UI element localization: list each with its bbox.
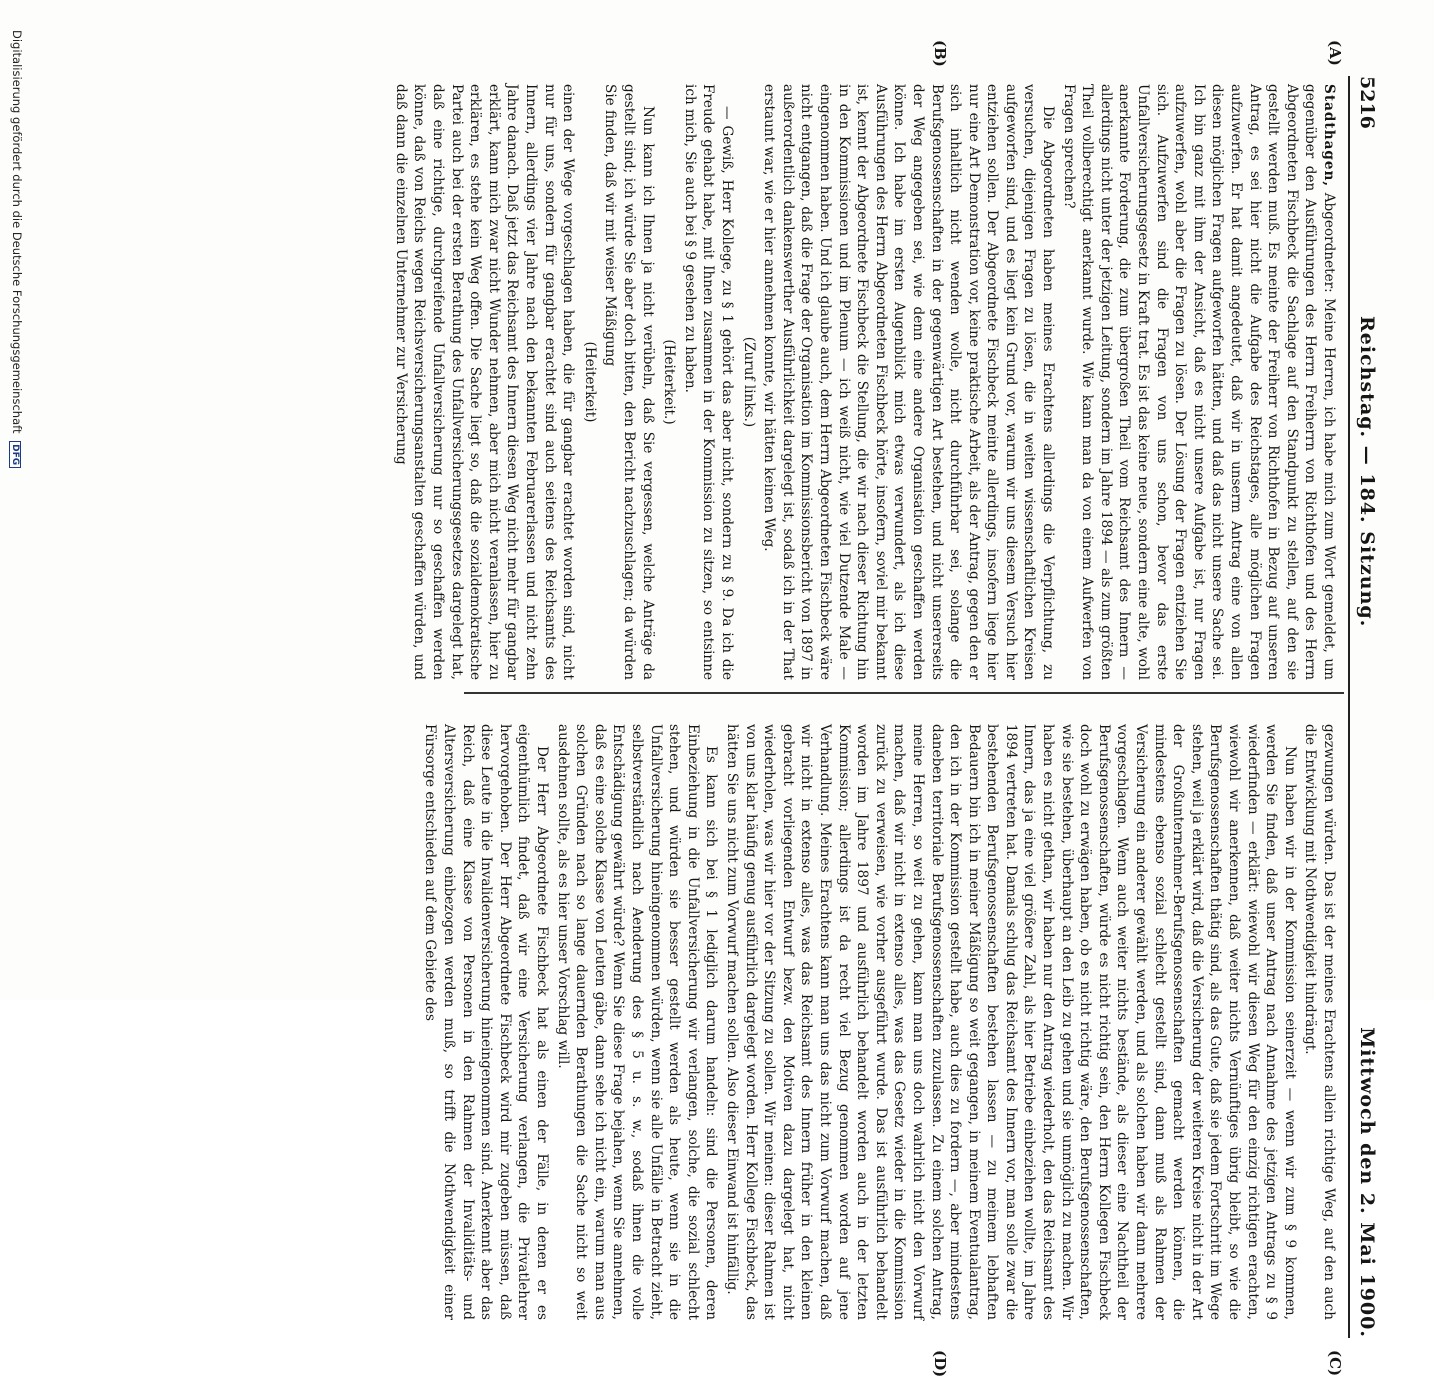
speaker-name: Stadthagen, (1321, 84, 1337, 188)
interjection: (Heiterkeit.) (661, 339, 678, 425)
header-rule (1348, 76, 1350, 1338)
page-title: Reichstag. — 184. Sitzung. (1356, 316, 1378, 628)
column-divider (464, 692, 1344, 694)
right-text-column (422, 724, 1338, 1320)
margin-marker-d: (D) (931, 1350, 949, 1377)
margin-marker-b: (B) (931, 40, 949, 67)
page-number: 5216 (1356, 76, 1378, 129)
session-date: Mittwoch den 2. Mai 1900. (1356, 1027, 1378, 1338)
paragraph: Nun haben wir in der Kommission seinerzeit — wenn wir zum § 9 kommen, werden Sie finden, daß unser Antrag nach Annahme des jetzigen Antrags zu § 9 wiederfinden — erklärt: wiewohl wir diesen Weg für den einzig richtigen erachten, wiewohl wir anerkennen, daß weiter nichts Vernünftiges übrig bleibt, so wie die Berufsgenossenschaften thätig sind, als das Gute, daß sie jedem Fortschritt im Wege stehen, weil ja erklärt wird, daß die Versicherung der weiteren Kreise nicht in der Art der Großunternehmer-Berufsgenossenschaften gemacht werden können, die mindestens ebenso sozial schlecht gestellt sind, dann muß als Rahmen der Versicherung ein anderer gewählt werden, und als solchen haben wir dann mehrere vorgeschlagen. Wenn auch weiter nichts bestände, als dieser eine Nachtheil der Berufsgenossenschaften, würde es nicht richtig sein, den Herrn Kollegen Fischbeck doch wohl zu erwägen haben, ob es nicht richtig wäre, den Berufsgenossenschaften, wie sie bestehen, überhaupt an den Leib zu gehen und sie unmöglich zu machen. Wir haben es nicht gethan, wir haben nur den Antrag wiederholt, den das Reichsamt des Innern, das ja eine viel größere Zahl, als hier Betriebe einbeziehen wollte, im Jahre 1894 vertreten hat. Damals schlug das Reichsamt des Innern vor, man solle zwar die bestehenden Berufsgenossenschaften bestehen lassen — zu meinem lebhaften Bedauern bin ich in meiner Mäßigung so weit gegangen, in meinem Eventualantrag, den ich in der Kommission gestellt habe, auch dies zu fordern —, aber mindestens daneben territoriale Berufsgenossenschaften zuzulassen. Zu einem solchen Antrag, meine Herren, so weit zu gehen, kann man uns doch wahrlich nicht den Vorwurf machen, daß wir nicht in extenso alles, was das Gesetz wieder in die Kommission zurück zu verweisen, wie vorher ausgeführt wurde. Das ist ausführlich behandelt worden im Jahre 1897 und ausführlich behandelt worden auch in der letzten Kommission; allerdings ist da recht viel Bezug genommen worden auf jene Verhandlung. Meines Erachtens kann man uns das nicht zum Vorwurf machen, daß wir nicht in extenso alles, was das Reichsamt des Innern früher in den kleinen gebracht vorliegenden Entwurf bezw. den Motiven dazu dargelegt hat, nicht wiederholen, was wir hier vor der Sitzung zu sollen. Wir meinen: dieser Rahmen ist von uns klar häufig genug ausführlich dargelegt worden. Herr Kollege Fischbeck, das hätten Sie uns nicht zum Vorwurf machen sollen. Also dieser Einwand ist hinfällig. (724, 724, 1298, 1320)
paragraph: — Gewiß, Herr Kollege, zu § 1 gehört das aber nicht, sondern zu § 9. Da ich die Freude gehabt habe, mit Ihnen zusammen in der Kommission zu sitzen, so entsinne ich mich, Sie auch bei § 9 gesehen zu haben. (681, 84, 735, 680)
left-text-column (392, 84, 1338, 680)
speech-intro: Abgeordneter: Meine Herren, ich habe mich zum Wort gemeldet, um gegenüber den Ausführungen des Herrn Freiherrn von Richthofen und des Herrn Abgeordneten Fischbeck die Sachlage auf den Standpunkt zu stellen, auf den sie gestellt werden muß. Es meinte der Freiherr von Richthofen in Bezug auf unseren Antrag, es sei hier nicht die Aufgabe des Reichstages, alle möglichen Fragen aufzuwerfen. Er hat damit angedeutet, daß wir in unserm Antrag eine von allen diesen möglichen Fragen aufgeworfen hätten, und daß das nicht unsere Sache sei. Ich bin ganz mit ihm der Ansicht, daß es nicht unsere Aufgabe ist, nur Fragen aufzuwerfen, wohl aber die Fragen zu lösen. Der Lösung der Fragen entziehen Sie sich. Aufzuwerfen sind die Fragen von uns schon, bevor das erste Unfallversicherungsgesetz in Kraft trat. Es ist das keine neue, sondern eine alte, wohl anerkannte Forderung, die zum übergroßen Theil vom Reichsamt des Innern — allerdings nicht unter der jetzigen Leitung, sondern im Jahre 1894 — als zum größten Theil vollberechtigt anerkannt wurde. Wie kann man da von einem Aufwerfen von Fragen sprechen? (1060, 84, 1337, 680)
paragraph: Es kann sich bei § 1 lediglich darum handeln: sind die Personen, deren Einbeziehung in die Unfallversicherung wir verlangen, solche, die sozial schlecht stehen, und würden sie besser gestellt werden als heute, wenn sie in die Unfallversicherung hineingenommen würden, wenn sie alle Unfälle in Betracht zieht, selbstverständlich nach Aenderung des § 5 u. s. w., sodaß ihnen die volle Entschädigung gewährt würde? Wenn Sie diese Frage bejahen, wenn Sie annehmen, daß es eine solche Klasse von Leuten gäbe, dann sehe ich nicht ein, warum man aus solchen Gründen nach so lange dauernden Berathungen die Sache nicht so weit ausdehnen sollte, als es hier unser Vorschlag will. (554, 724, 720, 1320)
interjection: (Zuruf links.) (740, 336, 757, 428)
paragraph: gezwungen würden. Das ist der meines Erachtens allein richtige Weg, auf den auch die Entwicklung mit Nothwendigkeit hindrängt. (1302, 724, 1337, 1320)
interjection: (Heiterkeit) (581, 341, 598, 423)
margin-marker-a: (A) (1326, 40, 1344, 66)
paragraph: einen der Wege vorgeschlagen haben, die für gangbar erachtet worden sind, nicht nur für uns, sondern für gangbar erachtet sind auch seitens des Reichsamts des Innern, allerdings vier Jahre nach den bekannten Februarerlassen und nicht zehn Jahre danach. Daß jetzt das Reichsamt des Innern diesen Weg nicht mehr für gangbar erklärt, kann mich zwar nicht Wunder nehmen, aber mich nicht veranlassen, hier zu erklären, es stehe kein Weg offen. Die Sache liegt so, daß die sozialdemokratische Partei auch bei der ersten Berathung des Unfallversicherungsgesetzes dargelegt hat, daß eine richtige, durchgreifende Unfallversicherung nur so geschaffen werden könne, daß von Reichs wegen Reichsversicherungsanstalten geschaffen würden, und daß dann die einzelnen Unternehmer zur Versicherung (392, 84, 577, 680)
digitization-footer (6, 30, 24, 990)
paragraph: Der Herr Abgeordnete Fischbeck hat als einen der Fälle, in denen er es eigenthümlich findet, daß wir eine Versicherung verlangen, die Privatlehrer hervorgehoben. Der Herr Abgeordnete Fischbeck wird mir zugeben müssen, daß diese Leute in die Invalidenversicherung hineingenommen sind. Anerkennt aber das Reich, daß eine Klasse von Personen in den Rahmen der Invaliditäts- und Altersversicherung einbezogen werden muß, so trifft die Nothwendigkeit einer Fürsorge entschieden auf dem Gebiete des (422, 724, 551, 1320)
dfg-logo: DFG (9, 441, 21, 468)
page-header (1352, 76, 1378, 1338)
paragraph (1059, 84, 1338, 680)
paragraph: Nun kann ich Ihnen ja nicht verübeln, daß Sie vergessen, welche Anträge da gestellt sind; ich würde Sie aber doch bitten, den Bericht nachzuschlagen; da würden Sie finden, daß wir mit weiser Mäßigung (602, 84, 656, 680)
footer-text: Digitalisierung gefördert durch die Deutsche Forschungsgemeinschaft (10, 30, 24, 434)
paragraph: Die Abgeordneten haben meines Erachtens allerdings die Verpflichtung, zu versuchen, diejenigen Fragen zu lösen, die in weiten wissenschaftlichen Kreisen aufgeworfen sind, und es liegt kein Grund vor, warum wir uns diesem Versuch hier entziehen sollen. Der Abgeordnete Fischbeck meinte allerdings, insofern liege hier nur eine Art Demonstration vor, keine praktische Arbeit, als der Antrag, gegen den er sich inhaltlich nicht wenden wolle, nicht durchführbar sei, solange die Berufsgenossenschaften in der gegenwärtigen Art bestehen, und nicht unsererseits der Weg angegeben sei, wie denn eine andere Organisation geschaffen werden könne. Ich habe im ersten Augenblick mich etwas verwundert, als ich diese Ausführungen des Herrn Abgeordneten Fischbeck hörte, insofern, soviel mir bekannt ist, kennt der Abgeordnete Fischbeck die Stellung, die wir nach dieser Richtung hin in den Kommissionen und im Plenum — ich weiß nicht, wie viel Dutzende Male — eingenommen haben. Und ich glaube auch, dem Herrn Abgeordneten Fischbeck wäre nicht entgangen, daß die Frage der Organisation im Kommissionsbericht von 1897 in außerordentlich dankenswerther Ausführlichkeit dargelegt ist, sodaß ich in der That erstaunt war, wie er hier annehmen konnte, wir hätten keinen Weg. (761, 84, 1057, 680)
margin-marker-c: (C) (1326, 1350, 1344, 1377)
